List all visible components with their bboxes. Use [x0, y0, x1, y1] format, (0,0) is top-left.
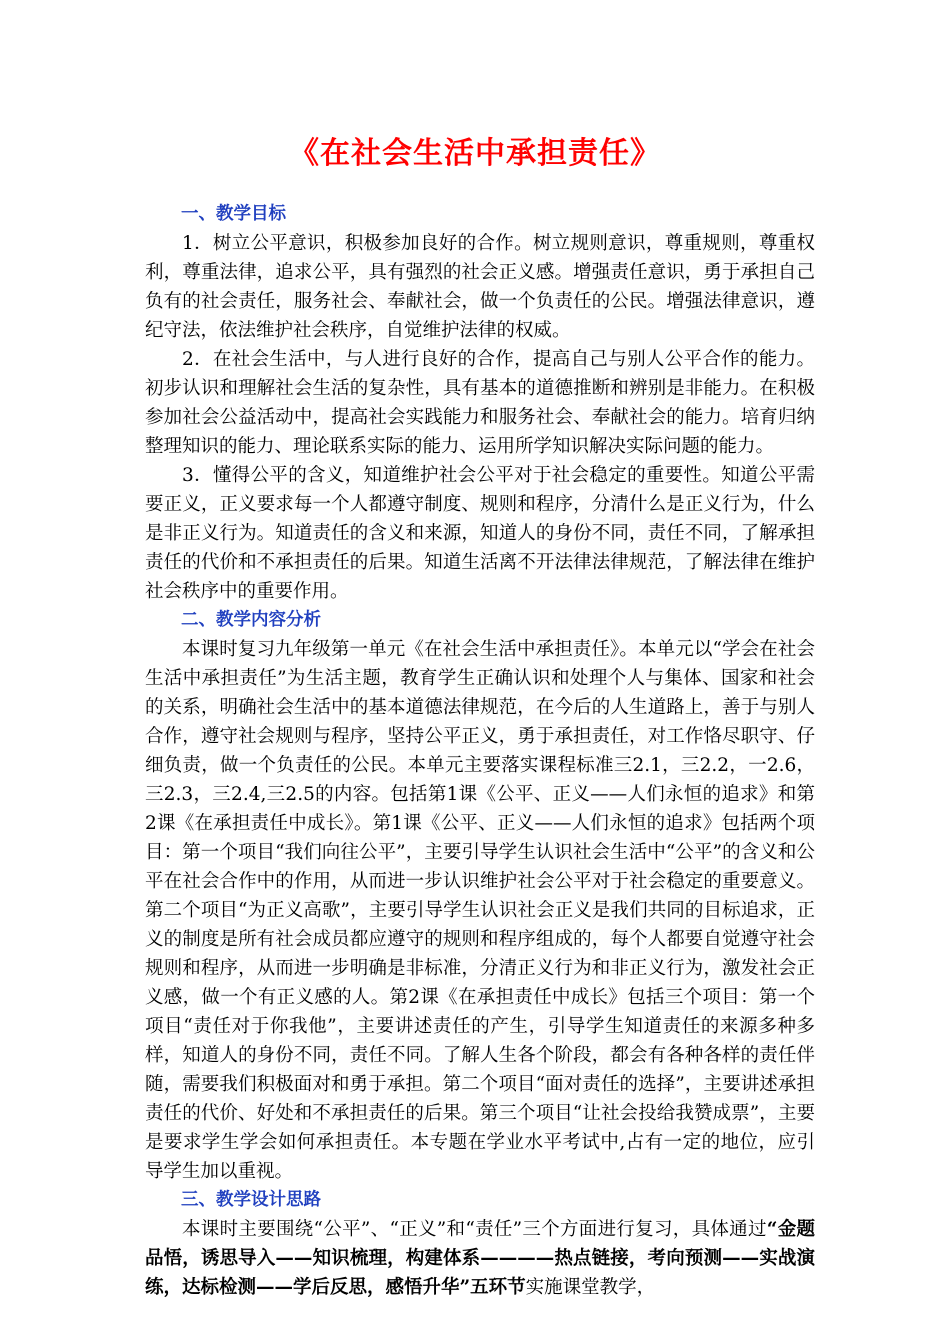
section-heading-content-analysis: 二、教学内容分析 [181, 610, 321, 630]
document-body [145, 200, 815, 1302]
content-analysis-paragraph: 本课时复习九年级第一单元《在社会生活中承担责任》。本单元以“学会在社会生活中承担责任”为生活主题，教育学生正确认识和处理个人与集体、国家和社会的关系，明确社会生活中的基本道德法律规范，在今后的人生道路上，善于与别人合作，遵守社会规则与程序，坚持公平正义，勇于承担责任，对工作恪尽职守、仔细负责，做一个负责任的公民。本单元主要落实课程标准三2.1，三2.2，一2.6，三2.3，三2.4,三2.5的内容。包括第1课《公平、正义——人们永恒的追求》和第2课《在承担责任中成长》。第1课《公平、正义——人们永恒的追求》包括两个项目：第一个项目“我们向往公平”，主要引导学生认识社会生活中“公平”的含义和公平在社会合作中的作用，从而进一步认识维护社会公平对于社会稳定的重要意义。第二个项目“为正义高歌”，主要引导学生认识社会正义是我们共同的目标追求，正义的制度是所有社会成员都应遵守的规则和程序组成的，每个人都要自觉遵守社会规则和程序，从而进一步明确是非标准，分清正义行为和非正义行为，激发社会正义感，做一个有正义感的人。第2课《在承担责任中成长》包括三个项目：第一个项目“责任对于你我他”，主要讲述责任的产生，引导学生知道责任的来源多种多样，知道人的身份不同，责任不同。了解人生各个阶段，都会有各种各样的责任伴随，需要我们积极面对和勇于承担。第二个项目“面对责任的选择”，主要讲述承担责任的代价、好处和不承担责任的后果。第三个项目“让社会投给我赞成票”，主要是要求学生学会如何承担责任。本专题在学业水平考试中,占有一定的地位，应引导学生加以重视。 [145, 639, 815, 1182]
objective-paragraph-1: 1．树立公平意识，积极参加良好的合作。树立规则意识，尊重规则，尊重权利，尊重法律，追求公平，具有强烈的社会正义感。增强责任意识，勇于承担自己负有的社会责任，服务社会、奉献社会，做一个负责任的公民。增强法律意识，遵纪守法，依法维护社会秩序，自觉维护法律的权威。 [145, 233, 815, 341]
section-heading-objectives: 一、教学目标 [181, 204, 286, 224]
design-approach-paragraph [145, 1215, 815, 1302]
design-outro-text: 实施课堂教学， [525, 1277, 656, 1298]
section-heading-design-approach: 三、教学设计思路 [181, 1190, 321, 1210]
design-five-steps-text: “金题品悟，诱思导入——知识梳理，构建体系————热点链接，考向预测——实战演练，达标检测——学后反思，感悟升华”五环节 [145, 1219, 815, 1298]
objective-paragraph-3: 3．懂得公平的含义，知道维护社会公平对于社会稳定的重要性。知道公平需要正义，正义要求每一个人都遵守制度、规则和程序，分清什么是正义行为，什么是非正义行为。知道责任的含义和来源，知道人的身份不同，责任不同，了解承担责任的代价和不承担责任的后果。知道生活离不开法律法律规范，了解法律在维护社会秩序中的重要作用。 [145, 465, 815, 602]
page-title: 《在社会生活中承担责任》 [289, 136, 661, 171]
design-intro-text: 本课时主要围绕“公平”、“正义”和“责任”三个方面进行复习，具体通过 [182, 1219, 767, 1240]
objective-paragraph-2: 2．在社会生活中，与人进行良好的合作，提高自己与别人公平合作的能力。初步认识和理解社会生活的复杂性，具有基本的道德推断和辨别是非能力。在积极参加社会公益活动中，提高社会实践能力和服务社会、奉献社会的能力。培育归纳整理知识的能力、理论联系实际的能力、运用所学知识解决实际问题的能力。 [145, 349, 815, 457]
